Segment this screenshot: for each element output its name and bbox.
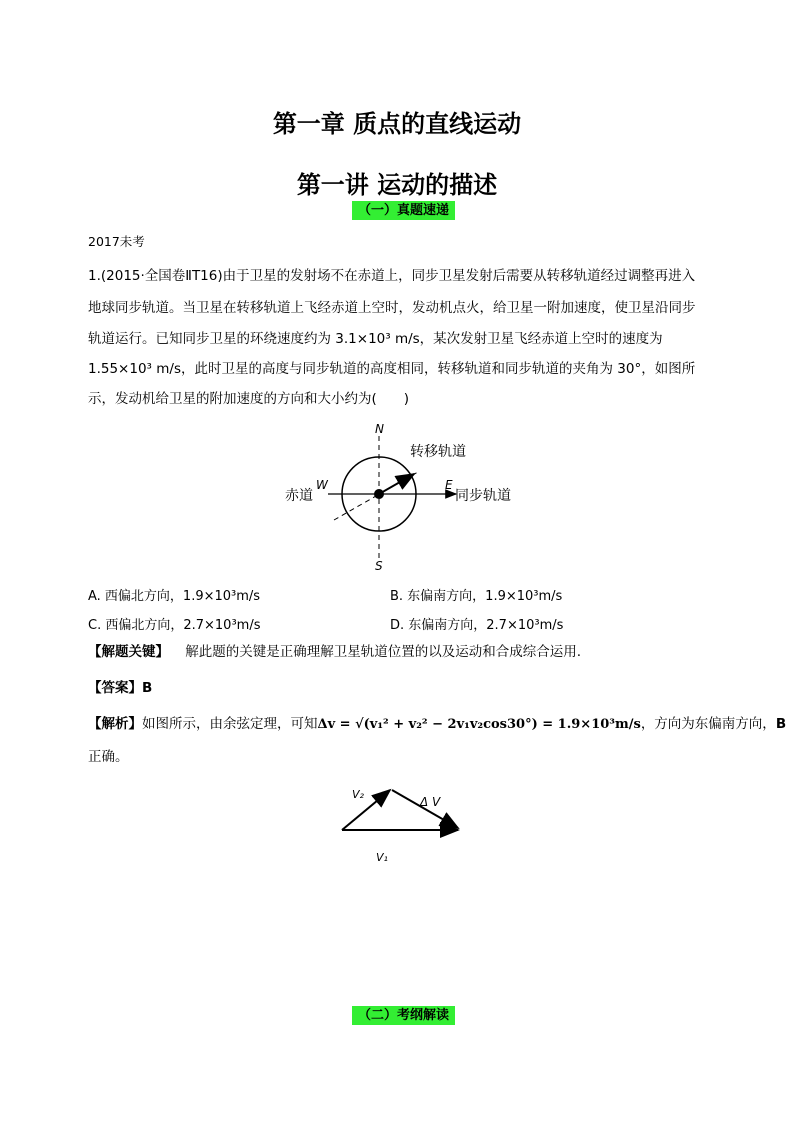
option-b: B. 东偏南方向，1.9×10³m/s bbox=[390, 589, 563, 604]
question-line-5: 示，发动机给卫星的附加速度的方向和大小约为( ) bbox=[88, 391, 410, 407]
analysis-formula: Δv = √(v₁² + v₂² − 2v₁v₂cos30°) = 1.9×10³m/s bbox=[317, 717, 641, 732]
question-line-3: 轨道运行。已知同步卫星的环绕速度约为 3.1×10³ m/s，某次发射卫星飞经赤道上空时的速度为 bbox=[88, 331, 663, 347]
option-d: D. 东偏南方向，2.7×10³m/s bbox=[390, 618, 564, 633]
label-e: E bbox=[445, 478, 453, 492]
option-a: A. 西偏北方向，1.9×10³m/s bbox=[88, 589, 261, 604]
label-sync-orbit: 同步轨道 bbox=[455, 488, 511, 504]
analysis-line-1 bbox=[88, 712, 786, 732]
label-v2: V₂ bbox=[352, 788, 364, 801]
label-w: W bbox=[316, 478, 328, 492]
analysis-line-2: 正确。 bbox=[88, 749, 129, 765]
section-tag-real-questions: （一）真题速递 bbox=[352, 201, 455, 220]
lecture-title: 第一讲 运动的描述 bbox=[296, 171, 498, 199]
label-n: N bbox=[375, 422, 384, 436]
analysis-text-after: ，方向为东偏南方向， bbox=[640, 716, 776, 732]
question-line-2: 地球同步轨道。当卫星在转移轨道上飞经赤道上空时，发动机点火，给卫星一附加速度，使卫星沿同步 bbox=[88, 300, 696, 316]
answer-label: 【答案】 bbox=[88, 680, 142, 696]
chapter-title: 第一章 质点的直线运动 bbox=[272, 110, 522, 138]
option-c: C. 西偏北方向，2.7×10³m/s bbox=[88, 618, 261, 633]
label-delta-v: Δ V bbox=[420, 795, 441, 809]
analysis-label: 【解析】 bbox=[88, 716, 142, 732]
answer-line bbox=[88, 676, 152, 696]
key-text: 解此题的关键是正确理解卫星轨道位置的以及运动和合成综合运用. bbox=[185, 644, 582, 660]
key-label: 【解题关键】 bbox=[88, 644, 169, 660]
label-equator: 赤道 bbox=[285, 488, 313, 504]
analysis-bold-b: B bbox=[775, 716, 787, 732]
question-line-4: 1.55×10³ m/s，此时卫星的高度与同步轨道的高度相同，转移轨道和同步轨道的夹角为 30°，如图所 bbox=[88, 361, 696, 377]
exam-year-note: 2017未考 bbox=[88, 234, 145, 249]
analysis-text-before: 如图所示，由余弦定理，可知 bbox=[142, 716, 318, 732]
question-line-1: 1.(2015·全国卷ⅡT16)由于卫星的发射场不在赤道上，同步卫星发射后需要从转移轨道经过调整再进入 bbox=[88, 268, 696, 284]
vector-triangle-diagram bbox=[330, 778, 480, 870]
label-v1: V₁ bbox=[376, 851, 388, 864]
label-s: S bbox=[375, 559, 383, 573]
key-line bbox=[88, 640, 581, 660]
section-tag-syllabus: （二）考纲解读 bbox=[352, 1006, 455, 1025]
label-transfer-orbit: 转移轨道 bbox=[410, 444, 466, 460]
orbit-diagram bbox=[270, 418, 530, 576]
answer-value: B bbox=[142, 680, 153, 696]
